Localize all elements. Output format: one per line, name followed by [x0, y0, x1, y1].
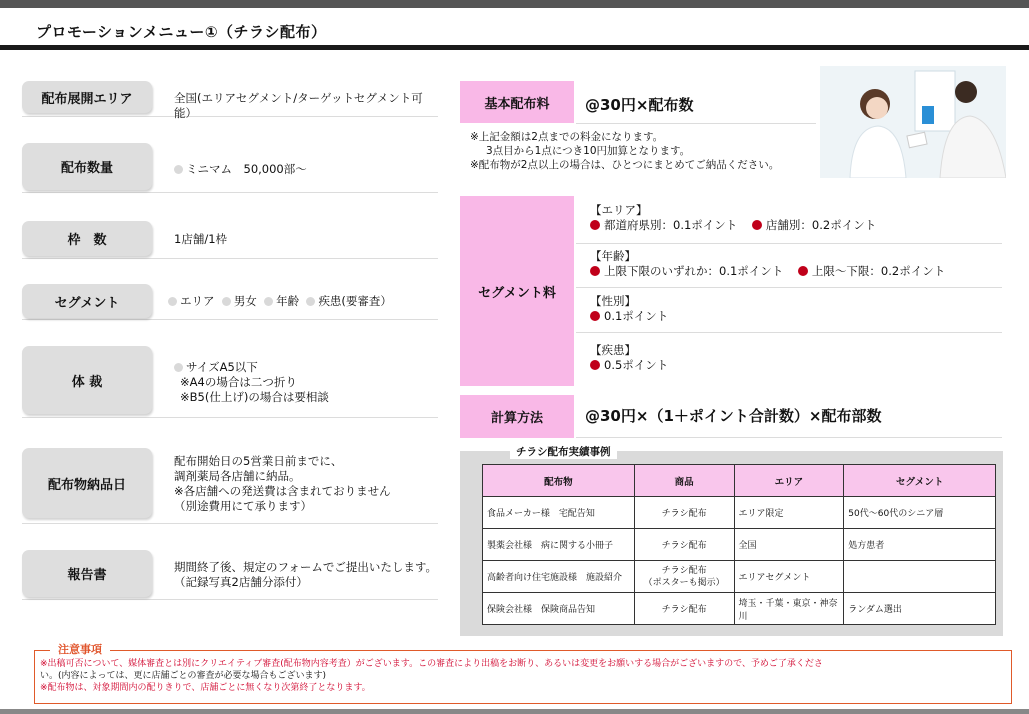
base-fee-notes: ※上記金額は2点までの料金になります。 3点目から1点につき10円加算となります。 ※配布物が2点以上の場合は、ひとつにまとめてご納品ください。	[470, 131, 780, 171]
value-delivery-date: 配布開始日の5営業日前までに、 調剤薬局各店舗に納品。 ※各店舗への発送費は含まれておりません （別途費用にて承ります）	[174, 454, 391, 513]
notes-line: い。(内容によっては、更に店舗ごとの審査が必要な場合もございます)	[40, 671, 327, 681]
gray-dot-icon	[174, 363, 183, 372]
table-cell	[844, 561, 996, 593]
row-segment	[22, 284, 438, 320]
label-report: 報告書	[22, 550, 152, 597]
bottom-bar	[0, 709, 1029, 714]
value-distribution-area: 全国(エリアセグメント/ターゲットセグメント可能）	[174, 91, 423, 120]
segment-block-area: 【エリア】 都道府県別：0.1ポイント 店舗別：0.2ポイント	[576, 200, 1002, 244]
table-row	[483, 529, 996, 561]
results-table	[482, 464, 996, 625]
row-slots	[22, 221, 438, 259]
label-distribution-area: 配布展開エリア	[22, 81, 152, 113]
value-base-fee: @30円×配布数	[585, 96, 694, 114]
notes-title: 注意事項	[50, 641, 110, 657]
table-cell: 食品メーカー様 宅配告知	[483, 497, 635, 529]
gray-dot-icon	[168, 297, 177, 306]
label-delivery-date: 配布物納品日	[22, 448, 152, 518]
value-quantity: ミニマム 50,000部～	[174, 162, 307, 177]
table-cell: 50代～60代のシニア層	[844, 497, 996, 529]
col-header: セグメント	[844, 465, 996, 497]
table-cell: チラシ配布	[634, 593, 734, 625]
label-base-fee: 基本配布料	[460, 81, 574, 123]
label-format: 体 裁	[22, 346, 152, 414]
gray-dot-icon	[174, 165, 183, 174]
table-cell: ランダム選出	[844, 593, 996, 625]
row-delivery-date	[22, 444, 438, 524]
top-bar	[0, 0, 1029, 8]
red-dot-icon	[590, 266, 600, 276]
table-cell: チラシ配布	[634, 497, 734, 529]
gray-dot-icon	[222, 297, 231, 306]
col-header: 商品	[634, 465, 734, 497]
table-row	[483, 497, 996, 529]
table-cell: エリアセグメント	[734, 561, 844, 593]
gray-dot-icon	[306, 297, 315, 306]
col-header: エリア	[734, 465, 844, 497]
table-cell: 高齢者向け住宅施設様 施設紹介	[483, 561, 635, 593]
row-distribution-area	[22, 79, 438, 120]
pharmacy-photo	[820, 66, 1006, 178]
table-cell: 全国	[734, 529, 844, 561]
row-format	[22, 346, 438, 418]
table-cell: 保険会社様 保険商品告知	[483, 593, 635, 625]
red-dot-icon	[590, 311, 600, 321]
segment-block-gender: 【性別】 0.1ポイント	[576, 291, 1002, 333]
notes-body	[40, 658, 910, 694]
table-cell: エリア限定	[734, 497, 844, 529]
segment-block-age: 【年齢】 上限下限のいずれか：0.1ポイント 上限～下限：0.2ポイント	[576, 246, 1002, 288]
divider	[576, 437, 1002, 438]
notes-line: ※配布物は、対象期間内の配りきりで、店舗ごとに無くなり次第終了となります。	[40, 683, 371, 693]
notes-line: ※出稿可否について、媒体審査とは別にクリエイティブ審査(配布物内容考査）がございます。この審査により出稿をお断り、あるいは変更をお願いする場合がございますので、予めご了承くださ	[40, 659, 823, 669]
row-report	[22, 550, 438, 600]
table-cell: 処方患者	[844, 529, 996, 561]
value-calc: @30円×（1＋ポイント合計数）×配布部数	[585, 407, 882, 425]
gray-dot-icon	[264, 297, 273, 306]
red-dot-icon	[590, 220, 600, 230]
value-format: サイズA5以下 ※A4の場合は二つ折り ※B5(仕上げ)の場合は要相談	[174, 360, 329, 405]
value-slots: 1店舗/1枠	[174, 232, 228, 246]
red-dot-icon	[798, 266, 808, 276]
table-cell: チラシ配布 （ポスターも掲示）	[634, 561, 734, 593]
red-dot-icon	[590, 360, 600, 370]
table-row	[483, 593, 996, 625]
title-rule	[0, 45, 1029, 50]
divider	[576, 123, 816, 124]
table-cell: 製薬会社様 病に関する小冊子	[483, 529, 635, 561]
table-cell: チラシ配布	[634, 529, 734, 561]
label-calc: 計算方法	[460, 395, 574, 438]
red-dot-icon	[752, 220, 762, 230]
label-segment-fee: セグメント料	[460, 196, 574, 386]
label-quantity: 配布数量	[22, 143, 152, 190]
table-header-row	[483, 465, 996, 497]
table-cell: 埼玉・千葉・東京・神奈川	[734, 593, 844, 625]
table-row	[483, 561, 996, 593]
label-slots: 枠 数	[22, 221, 152, 256]
segment-block-disease: 【疾患】 0.5ポイント	[590, 343, 669, 372]
row-quantity	[22, 143, 438, 193]
value-report: 期間終了後、規定のフォームでご提出いたします。 （記録写真2店舗分添付）	[174, 560, 438, 589]
col-header: 配布物	[483, 465, 635, 497]
label-segment: セグメント	[22, 284, 152, 318]
value-segment: エリア 男女 年齢 疾患(要審査）	[168, 294, 392, 309]
results-title: チラシ配布実績事例	[510, 444, 617, 459]
page-title: プロモーションメニュー①（チラシ配布）	[36, 23, 327, 41]
